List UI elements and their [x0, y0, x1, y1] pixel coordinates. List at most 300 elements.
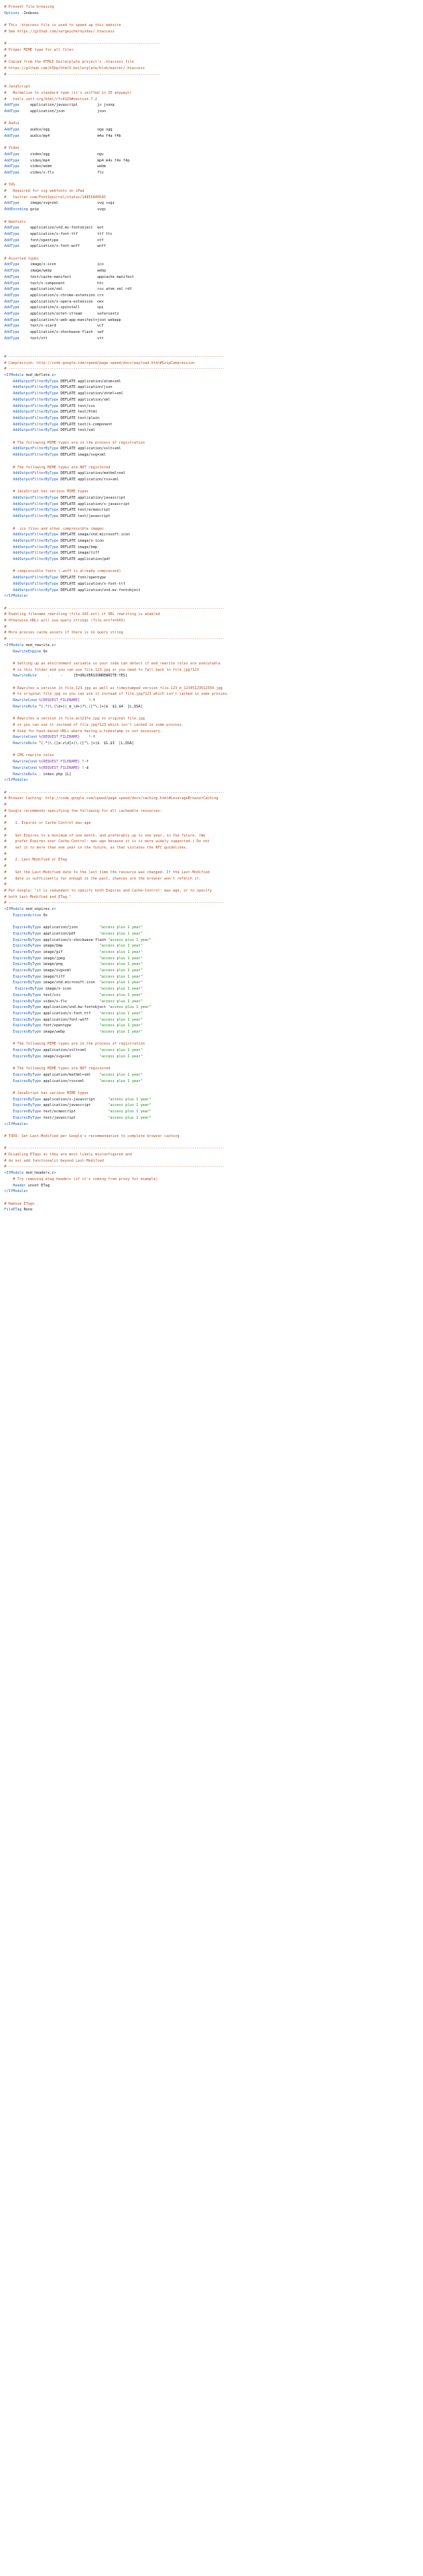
- code-line: [4, 121, 419, 127]
- code-line: [4, 968, 419, 974]
- code-line: [4, 225, 419, 231]
- code-line: [4, 446, 419, 452]
- code-token-kw: ExpiresByType: [4, 987, 44, 992]
- code-token-comment: # 2. Last-Modified or ETag: [4, 858, 67, 863]
- code-token-kw: AddType: [4, 262, 20, 267]
- code-line: [4, 520, 419, 526]
- code-line: [4, 329, 419, 336]
- code-line: [4, 839, 419, 845]
- code-line: [4, 1183, 419, 1189]
- code-line: [4, 139, 419, 145]
- code-token-string: "access plus 1 year": [99, 1054, 143, 1059]
- code-token-kw: Header: [4, 1183, 26, 1188]
- code-token-plain: image/x-icon: [43, 987, 99, 992]
- code-token-string: "access plus 1 year": [99, 1048, 143, 1053]
- code-token-plain: DEFLATE text/x-component: [58, 422, 113, 427]
- code-line: [4, 1011, 419, 1017]
- code-token-kw: ExpiresByType: [4, 1017, 42, 1022]
- code-token-comment: # Setting up an environment variable so your code can detect if mod_rewrite rules are executable: [4, 661, 221, 666]
- code-token-plain: -Indexes: [19, 11, 39, 16]
- code-token-kw: AddType: [4, 201, 20, 206]
- code-token-plain: DEFLATE text/javascript: [58, 514, 111, 519]
- code-token-plain: DEFLATE text/html: [58, 410, 97, 415]
- code-token-kw: >: [54, 1171, 56, 1176]
- code-line: [4, 753, 419, 759]
- code-token-comment: # twitter.com/FontSquirrel/status/14855840545: [4, 195, 106, 200]
- code-token-plain: DEFLATE text/xml: [58, 428, 95, 433]
- code-token-kw: AddOutputFilterByType: [4, 446, 59, 451]
- code-line: [4, 986, 419, 992]
- code-line: [4, 483, 419, 490]
- code-token-plain: application/xslt+xml: [41, 1048, 99, 1053]
- code-token-comment: # ----------------------------------------------------------------------: [4, 42, 160, 47]
- code-line: [4, 569, 419, 575]
- code-line: [4, 679, 419, 686]
- code-token-plain: ^(.*)\.(\d+)(_m_\d+)?\.([^\.]+)$ $1.$4 [L,QSA]: [37, 704, 143, 709]
- code-line: [4, 1127, 419, 1134]
- code-token-plain: font/opentype: [41, 1023, 99, 1028]
- code-token-string: "access plus 1 year": [99, 931, 143, 936]
- code-token-comment: # .ico files and other compressible images: [4, 526, 104, 531]
- code-token-comment: # Used for hash-based URLs where having a timestamp is not necessary.: [4, 729, 162, 734]
- code-line: [4, 354, 419, 360]
- code-line: [4, 145, 419, 152]
- code-line: [4, 90, 419, 97]
- code-token-kw: ExpiresByType: [4, 974, 42, 979]
- code-token-kw: AddOutputFilterByType: [4, 403, 59, 408]
- code-token-kw: AddType: [4, 293, 20, 298]
- code-line: [4, 415, 419, 422]
- code-token-kw: ExpiresByType: [4, 1072, 42, 1077]
- code-token-plain: DEFLATE application/vnd.ms-fontobject: [58, 588, 141, 593]
- code-token-comment: # Disabling ETags as they are most likely misconfigured and: [4, 1153, 132, 1158]
- code-line: [4, 458, 419, 465]
- code-line: [4, 729, 419, 735]
- code-line: [4, 992, 419, 999]
- code-token-comment: # date is sufficiently far enough in the past, chances are the browser won't refetch it.: [4, 876, 202, 881]
- code-line: [4, 1115, 419, 1122]
- code-line: [4, 851, 419, 858]
- code-line: [4, 23, 419, 29]
- code-token-kw: RewriteEngine: [4, 649, 42, 654]
- code-line: [4, 348, 419, 354]
- code-line: [4, 1090, 419, 1097]
- code-line: [4, 115, 419, 121]
- code-token-plain: DEFLATE image/tiff: [58, 551, 99, 556]
- code-token-kw: ExpiresByType: [4, 992, 42, 997]
- code-token-kw: ExpiresByType: [4, 944, 42, 949]
- code-line: [4, 66, 419, 72]
- code-token-kw: AddOutputFilterByType: [4, 453, 59, 458]
- code-token-comment: # Set Expires to a minimum of one month, and preferably up to one year, in the future. (We: [4, 833, 206, 838]
- code-token-comment: #: [4, 803, 7, 808]
- code-line: [4, 514, 419, 520]
- code-token-comment: # This .htaccess file is used to speed up this website: [4, 23, 121, 28]
- code-token-plain: DEFLATE application/javascript: [58, 496, 125, 501]
- code-line: [4, 894, 419, 901]
- code-token-kw: AddType: [4, 103, 20, 108]
- code-token-kw: ExpiresByType: [4, 925, 42, 930]
- code-token-plain: DEFLATE application/mathml+xml: [58, 471, 125, 476]
- code-token-comment: #: [4, 624, 7, 629]
- code-token-plain: mod_expires.c: [23, 907, 54, 912]
- code-token-kw: AddOutputFilterByType: [4, 538, 59, 543]
- code-token-kw: ExpiresActive: [4, 913, 42, 918]
- code-token-plain: DEFLATE application/xml: [58, 397, 111, 402]
- code-line: [4, 900, 419, 906]
- code-token-plain: mod_headers.c: [23, 1171, 54, 1176]
- code-token-plain: DEFLATE application/atom+xml: [58, 379, 121, 384]
- code-token-comment: # Audio: [4, 121, 20, 126]
- code-line: [4, 164, 419, 170]
- code-token-comment: # TODO: Set Last-Modified per Google's recommendation to complete browser caching: [4, 1134, 180, 1138]
- code-token-kw: AddType: [4, 170, 20, 175]
- code-token-kw: AddOutputFilterByType: [4, 551, 59, 556]
- code-line: [4, 661, 419, 667]
- code-line: [4, 256, 419, 262]
- code-token-plain: DEFLATE application/xslt+xml: [58, 446, 121, 451]
- code-token-plain: application/javascript: [41, 1103, 109, 1108]
- code-token-comment: # Try removing etag headers (if it's coming from proxy for example): [4, 1177, 158, 1181]
- code-line: [4, 777, 419, 784]
- code-token-plain: video/webm webm: [19, 164, 106, 169]
- code-token-kw: ExpiresByType: [4, 1023, 42, 1028]
- code-line: [4, 299, 419, 305]
- code-token-comment: # https://github.com/h5bp/html5-boilerplate/blob/master/.htaccess: [4, 66, 145, 71]
- code-line: [4, 1152, 419, 1158]
- code-token-plain: application/json: [41, 925, 99, 930]
- code-line: [4, 734, 419, 741]
- code-token-comment: # in this folder and you can use file.123.jpg or you need to fall back to file.jpg?123: [4, 667, 200, 672]
- code-token-kw: AddOutputFilterByType: [4, 422, 59, 427]
- code-line: [4, 796, 419, 802]
- code-line: [4, 1158, 419, 1165]
- code-token-comment: # Normalize to standard type (it's sniffed in IE anyways): [4, 90, 132, 95]
- code-token-comment: #: [4, 864, 7, 869]
- code-token-plain: text/vtt vtt: [19, 336, 104, 341]
- code-token-kw: AddType: [4, 305, 20, 310]
- code-token-kw: <IfModule: [4, 643, 24, 648]
- code-token-var: %{REQUEST_FILENAME}: [37, 735, 80, 740]
- code-line: [4, 1023, 419, 1029]
- code-line: [4, 1189, 419, 1195]
- code-token-comment: # prefer Expires over Cache-Control: max-age because it is is more widely supported.) Do not: [4, 839, 210, 844]
- code-token-kw: AddType: [4, 226, 20, 231]
- code-token-plain: image/x-icon ico: [19, 262, 104, 267]
- code-token-comment: # Prevent file browsing: [4, 5, 54, 9]
- code-token-comment: # ----------------------------------------------------------------------------------------------------: [4, 637, 225, 642]
- code-token-kw: ExpiresByType: [4, 1110, 42, 1114]
- code-token-kw: RewriteRule: [4, 674, 37, 679]
- code-token-comment: # 1. Expires or Cache-Control max-age: [4, 821, 91, 826]
- code-line: [4, 238, 419, 244]
- code-token-kw: ExpiresByType: [4, 1048, 42, 1053]
- code-token-plain: video/x-flv flv: [19, 170, 104, 175]
- code-line: [4, 1066, 419, 1072]
- code-token-string: "access plus 1 year": [99, 974, 143, 979]
- code-line: [4, 1097, 419, 1103]
- code-line: [4, 691, 419, 698]
- code-line: [4, 231, 419, 238]
- code-token-comment: # The following MIME types are in the process of registration: [4, 440, 145, 445]
- code-token-plain: video/x-flv: [41, 999, 99, 1004]
- code-line: [4, 59, 419, 66]
- code-token-comment: # ----------------------------------------------------------------------------------------------------: [4, 367, 225, 372]
- code-line: [4, 391, 419, 397]
- code-token-comment: # Assorted types: [4, 256, 39, 261]
- code-line: [4, 422, 419, 428]
- code-line: [4, 434, 419, 440]
- code-line: [4, 342, 419, 348]
- code-token-comment: # Browser Caching: http://code.google.com/speed/page-speed/docs/caching.html#LeverageBrowserCaching: [4, 796, 219, 801]
- code-token-kw: <IfModule: [4, 907, 24, 912]
- code-line: [4, 636, 419, 643]
- code-line: [4, 759, 419, 765]
- code-token-kw: ExpiresByType: [4, 931, 42, 936]
- code-line: [4, 600, 419, 606]
- code-line: [4, 974, 419, 980]
- code-token-plain: DEFLATE font/opentype: [58, 576, 106, 581]
- code-token-kw: AddOutputFilterByType: [4, 428, 59, 433]
- code-token-kw: FileETag: [4, 1208, 22, 1213]
- code-token-plain: image/jpeg: [41, 956, 99, 961]
- code-token-comment: # both Last-Modified and ETag.": [4, 894, 72, 899]
- code-token-kw: Options: [4, 11, 20, 16]
- code-line: [4, 1047, 419, 1054]
- code-line: [4, 1004, 419, 1011]
- code-line: [4, 747, 419, 753]
- code-token-plain: !-f: [80, 698, 95, 703]
- code-token-plain: DEFLATE image/bmp: [58, 545, 97, 549]
- code-token-plain: unset ETag: [25, 1183, 50, 1188]
- code-line: [4, 980, 419, 986]
- code-token-kw: </IfModule>: [4, 1122, 28, 1126]
- code-line: [4, 1035, 419, 1042]
- code-token-kw: ExpiresByType: [4, 968, 42, 973]
- code-token-kw: </IfModule>: [4, 1189, 28, 1194]
- code-token-string: "access plus 1 year": [99, 944, 143, 949]
- code-token-comment: # The following MIME types are NOT registered: [4, 465, 111, 470]
- code-token-plain: video/mp4 mp4 m4v f4v f4p: [19, 158, 130, 163]
- code-line: [4, 323, 419, 329]
- code-line: [4, 956, 419, 962]
- code-token-string: "access plus 1 year": [99, 968, 143, 973]
- code-token-kw: ExpiresByType: [4, 1103, 42, 1108]
- code-token-kw: AddOutputFilterByType: [4, 581, 59, 586]
- code-token-plain: application/x-opera-extension oex: [19, 299, 104, 304]
- code-line: [4, 281, 419, 287]
- code-line: [4, 1164, 419, 1170]
- code-line: [4, 379, 419, 385]
- code-token-plain: font/opentype otf: [19, 238, 104, 243]
- code-token-kw: ExpiresByType: [4, 1097, 42, 1102]
- code-line: [4, 612, 419, 618]
- code-line: [4, 109, 419, 115]
- code-token-comment: # Rewrites a version in file.ac123fe.jpg to original file.jpg: [4, 717, 145, 722]
- code-token-kw: AddType: [4, 317, 20, 322]
- code-line: [4, 588, 419, 594]
- code-token-comment: # Proper MIME type for all files: [4, 47, 74, 52]
- code-line: [4, 581, 419, 588]
- code-token-plain: text/cache-manifest appcache manifest: [19, 274, 135, 279]
- code-token-comment: # so you can use it instead of file.jpg?123 which isn't cached in some proxies.: [4, 722, 184, 727]
- code-token-comment: # Compression: http://code.google.com/speed/page-speed/docs/payload.html#GzipCompression: [4, 360, 195, 365]
- code-token-plain: DEFLATE application/json: [58, 385, 113, 390]
- code-line: [4, 72, 419, 78]
- code-line: [4, 550, 419, 557]
- code-token-comment: # ----------------------------------------------------------------------------------------------------: [4, 790, 225, 795]
- code-token-kw: AddType: [4, 109, 20, 114]
- code-line: [4, 502, 419, 508]
- code-token-kw: RewriteCond: [4, 760, 37, 765]
- code-line: [4, 465, 419, 471]
- code-line: [4, 1195, 419, 1201]
- code-token-var: %{REQUEST_FILENAME}: [37, 760, 80, 765]
- code-token-comment: # ----------------------------------------------------------------------------------------------------: [4, 354, 225, 359]
- code-token-kw: RewriteCond: [4, 735, 37, 740]
- code-line: [4, 906, 419, 913]
- code-line: [4, 1122, 419, 1128]
- code-token-kw: AddOutputFilterByType: [4, 471, 59, 476]
- code-token-plain: DEFLATE application/x-font-ttf: [58, 581, 125, 586]
- code-line: [4, 1177, 419, 1183]
- code-line: [4, 102, 419, 109]
- code-line: [4, 538, 419, 545]
- code-token-string: "access plus 1 year": [99, 1017, 143, 1022]
- code-line: [4, 188, 419, 195]
- code-token-plain: . - [E=URLVERSIONREWRITE:YES]: [37, 674, 128, 679]
- code-token-comment: #: [4, 882, 7, 887]
- code-line: [4, 673, 419, 679]
- code-token-kw: AddType: [4, 269, 20, 274]
- code-line: [4, 704, 419, 710]
- code-line: [4, 741, 419, 747]
- code-line: [4, 305, 419, 311]
- code-line: [4, 47, 419, 54]
- code-token-comment: # ----------------------------------------------------------------------------------------------------: [4, 606, 225, 611]
- code-line: [4, 97, 419, 103]
- code-token-plain: image/webp webp: [19, 269, 106, 274]
- code-token-comment: # Google recommends specifying the following for all cacheable resources:: [4, 808, 162, 813]
- code-token-comment: # JavaScript has various MIME types: [4, 490, 89, 494]
- code-token-kw: ExpiresByType: [4, 1079, 42, 1083]
- code-token-kw: ExpiresByType: [4, 1005, 42, 1010]
- code-line: [4, 808, 419, 815]
- code-line: [4, 1170, 419, 1177]
- code-token-plain: application/vnd.ms-fontobject eot: [19, 226, 104, 231]
- code-line: [4, 207, 419, 213]
- code-token-plain: application/vnd.bw-fontobject: [41, 1005, 109, 1010]
- code-token-plain: DEFLATE application/xhtml+xml: [58, 391, 123, 396]
- code-token-kw: >: [54, 907, 56, 912]
- code-token-kw: AddType: [4, 152, 20, 157]
- code-token-kw: AddType: [4, 238, 20, 243]
- code-token-plain: application/pdf: [41, 931, 99, 936]
- code-line: [4, 4, 419, 11]
- code-token-kw: AddOutputFilterByType: [4, 496, 59, 501]
- code-line: [4, 888, 419, 894]
- code-line: [4, 1201, 419, 1208]
- code-token-comment: # Otherwise URLs will use query strings (file.ext?v=XXX): [4, 619, 125, 624]
- code-line: [4, 41, 419, 47]
- code-token-string: "access plus 1 year": [99, 962, 143, 967]
- code-token-plain: image/svg+xml: [41, 968, 99, 973]
- code-line: [4, 918, 419, 925]
- code-line: [4, 820, 419, 827]
- code-token-string: "access plus 1 year": [99, 949, 143, 954]
- code-token-plain: text/javascript: [41, 1115, 109, 1120]
- code-token-kw: AddType: [4, 287, 20, 292]
- code-token-plain: . index.php [L]: [37, 772, 72, 777]
- code-line: [4, 802, 419, 808]
- code-line: [4, 667, 419, 674]
- code-token-plain: image/vnd.microsoft.icon: [41, 980, 99, 985]
- code-line: [4, 630, 419, 636]
- code-token-string: "access plus 1 year": [108, 1005, 152, 1010]
- code-token-kw: AddOutputFilterByType: [4, 576, 59, 581]
- code-token-plain: DEFLATE text/css: [58, 403, 95, 408]
- code-line: [4, 1134, 419, 1140]
- code-line: [4, 1060, 419, 1067]
- code-token-kw: >: [54, 373, 56, 378]
- code-token-string: "access plus 1 year": [108, 937, 152, 942]
- code-token-plain: application/octet-stream safariextz: [19, 312, 119, 317]
- code-line: [4, 495, 419, 502]
- code-token-kw: AddOutputFilterByType: [4, 533, 59, 537]
- code-line: [4, 507, 419, 514]
- code-token-plain: application/mathml+xml: [41, 1072, 99, 1077]
- code-token-comment: # Enabling filename rewriting (file.XXX.ext) if URL rewriting is enabled: [4, 612, 160, 617]
- code-token-comment: # ----------------------------------------------------------------------------------------------------: [4, 901, 225, 906]
- code-token-comment: #: [4, 815, 7, 820]
- code-line: [4, 489, 419, 495]
- code-token-comment: # JavaScript has various MIME types: [4, 1091, 89, 1096]
- code-token-comment: # to original file.jpg so you can use it instead of file.jpg?123 which isn't cached in some proxies.: [4, 692, 229, 697]
- code-token-string: "access plus 1 year": [99, 1072, 143, 1077]
- code-token-kw: ExpiresByType: [4, 949, 42, 954]
- code-line: [4, 961, 419, 968]
- code-line: [4, 403, 419, 410]
- code-line: [4, 1109, 419, 1115]
- code-token-string: "access plus 1 year": [99, 956, 143, 961]
- code-token-plain: application/font-woff: [41, 1017, 99, 1022]
- code-line: [4, 54, 419, 60]
- code-line: [4, 765, 419, 772]
- code-token-plain: video/ogg ogv: [19, 152, 104, 157]
- code-token-plain: image/bmp: [41, 944, 99, 949]
- code-line: [4, 913, 419, 919]
- code-token-string: "access plus 1 year": [99, 987, 143, 992]
- code-token-kw: RewriteRule: [4, 704, 37, 709]
- code-token-kw: >: [54, 643, 56, 648]
- code-token-plain: mod_deflate.c: [23, 373, 54, 378]
- code-line: [4, 384, 419, 391]
- code-line: [4, 526, 419, 533]
- code-line: [4, 532, 419, 538]
- code-token-plain: text/css: [41, 992, 99, 997]
- code-line: [4, 710, 419, 717]
- code-token-plain: DEFLATE image/svg+xml: [58, 453, 106, 458]
- code-token-kw: </IfModule>: [4, 778, 28, 783]
- code-token-comment: # Required for svg webfonts on iPad: [4, 189, 85, 193]
- code-line: [4, 649, 419, 655]
- code-token-comment: # ----------------------------------------------------------------------------------------------------: [4, 1146, 225, 1151]
- code-token-string: "access plus 1 year": [108, 1097, 152, 1102]
- code-token-plain: None: [21, 1208, 32, 1213]
- code-token-plain: !-d: [80, 765, 89, 770]
- code-token-plain: application/x-font-ttf: [41, 1011, 99, 1016]
- code-line: [4, 686, 419, 692]
